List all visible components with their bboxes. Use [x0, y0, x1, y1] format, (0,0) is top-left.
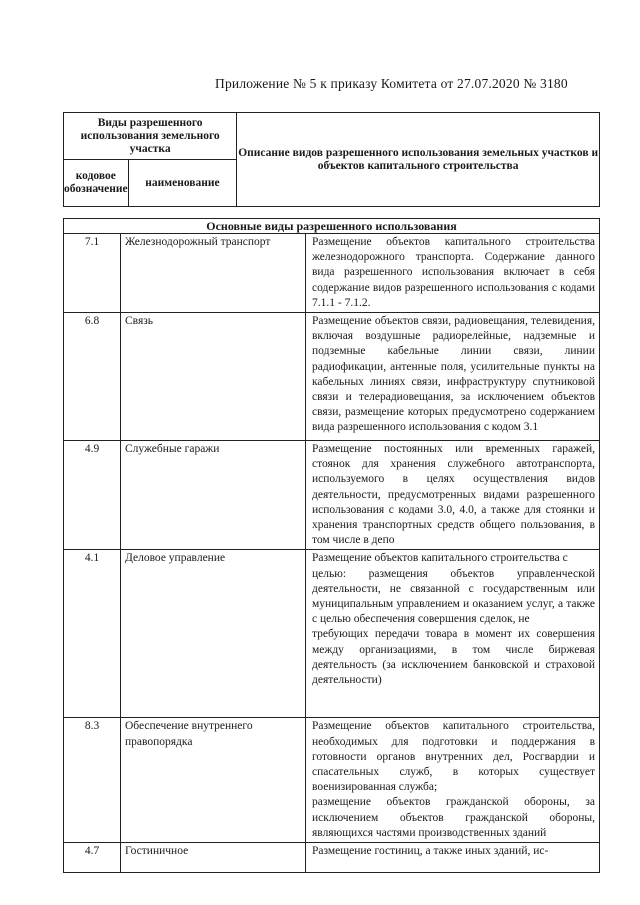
- table-row: [64, 313, 600, 441]
- row-description: [306, 550, 600, 718]
- row-name: Служебные гаражи: [121, 441, 306, 550]
- table-row: [64, 441, 600, 550]
- section-title: Основные виды разрешенного использования: [64, 219, 600, 234]
- land-use-table: [63, 218, 600, 873]
- row-code: 7.1: [64, 234, 121, 313]
- row-description: [306, 234, 600, 313]
- table-body: [64, 234, 600, 873]
- row-code: 4.9: [64, 441, 121, 550]
- description-line: целью: размещения объектов управленческой деятельности, не связанной с государственным или муниципальным управлением и оказанием услуг, а также с целью обеспечения совершения сделок, не: [312, 567, 595, 626]
- description-line: размещение объектов гражданской обороны, за исключением объектов гражданской обороны, являющихся частями производственных зданий: [312, 796, 595, 839]
- description-line: Размещение гостиниц, а также иных зданий, ис-: [312, 845, 549, 858]
- row-name: Гостиничное: [121, 843, 306, 873]
- row-description: [306, 441, 600, 550]
- description-line: Размещение объектов капитального строительства, необходимых для подготовки и поддержания в готовности органов внутренних дел, Росгвардии и спасательных служб, в которых существует военизированная служба;: [312, 720, 595, 794]
- column-group-header: Виды разрешенного использования земельного участка: [64, 113, 237, 160]
- column-description-header: Описание видов разрешенного использования земельных участков и объектов капитального строительства: [237, 113, 600, 207]
- column-header-table: [63, 112, 600, 207]
- row-description: [306, 313, 600, 441]
- description-line: Размещение объектов связи, радиовещания, телевидения, включая воздушные радиорелейные, надземные и подземные кабельные линии связи, линии радиофикации, антенные поля, усилительные пункты на кабельных линиях связи, инфраструктуру спутниковой связи и телерадиовещания, за исключением объектов связи, размещение которых предусмотрено содержанием вида разрешенного использования с кодом 3.1: [312, 315, 595, 434]
- column-name-header: наименование: [128, 160, 237, 207]
- row-name: Связь: [121, 313, 306, 441]
- row-name: Деловое управление: [121, 550, 306, 718]
- page-header: Приложение № 5 к приказу Комитета от 27.07.2020 № 3180: [215, 76, 568, 91]
- column-code-header: кодовое обозначение: [64, 160, 129, 207]
- row-code: 4.1: [64, 550, 121, 718]
- table-row: [64, 550, 600, 718]
- row-code: 8.3: [64, 718, 121, 843]
- table-row: [64, 843, 600, 873]
- row-description: [306, 843, 600, 873]
- section-row: [64, 219, 600, 234]
- description-line: Размещение постоянных или временных гаражей, стоянок для хранения служебного автотранспорта, используемого в целях осуществления видов деятельности, предусмотренных видами разрешенного использования с кодами 3.0, 4.0, а также для стоянки и хранения транспортных средств общего пользования, в том числе в депо: [312, 443, 595, 547]
- description-line: Размещение объектов капитального строительства железнодорожного транспорта. Содержание данного вида разрешенного использования включает в себя содержание видов разрешенного использования с кодами 7.1.1 - 7.1.2.: [312, 236, 595, 309]
- description-line: требующих передачи товара в момент их совершения между организациями, в том числе биржевая деятельность (за исключением банковской и страховой деятельности): [312, 628, 595, 687]
- table-row: [64, 234, 600, 313]
- row-code: 4.7: [64, 843, 121, 873]
- description-line: Размещение объектов капитального строительства с: [312, 552, 568, 565]
- row-description: [306, 718, 600, 843]
- row-name: Обеспечение внутреннего правопорядка: [121, 718, 306, 843]
- row-name: Железнодорожный транспорт: [121, 234, 306, 313]
- table-row: [64, 718, 600, 843]
- row-code: 6.8: [64, 313, 121, 441]
